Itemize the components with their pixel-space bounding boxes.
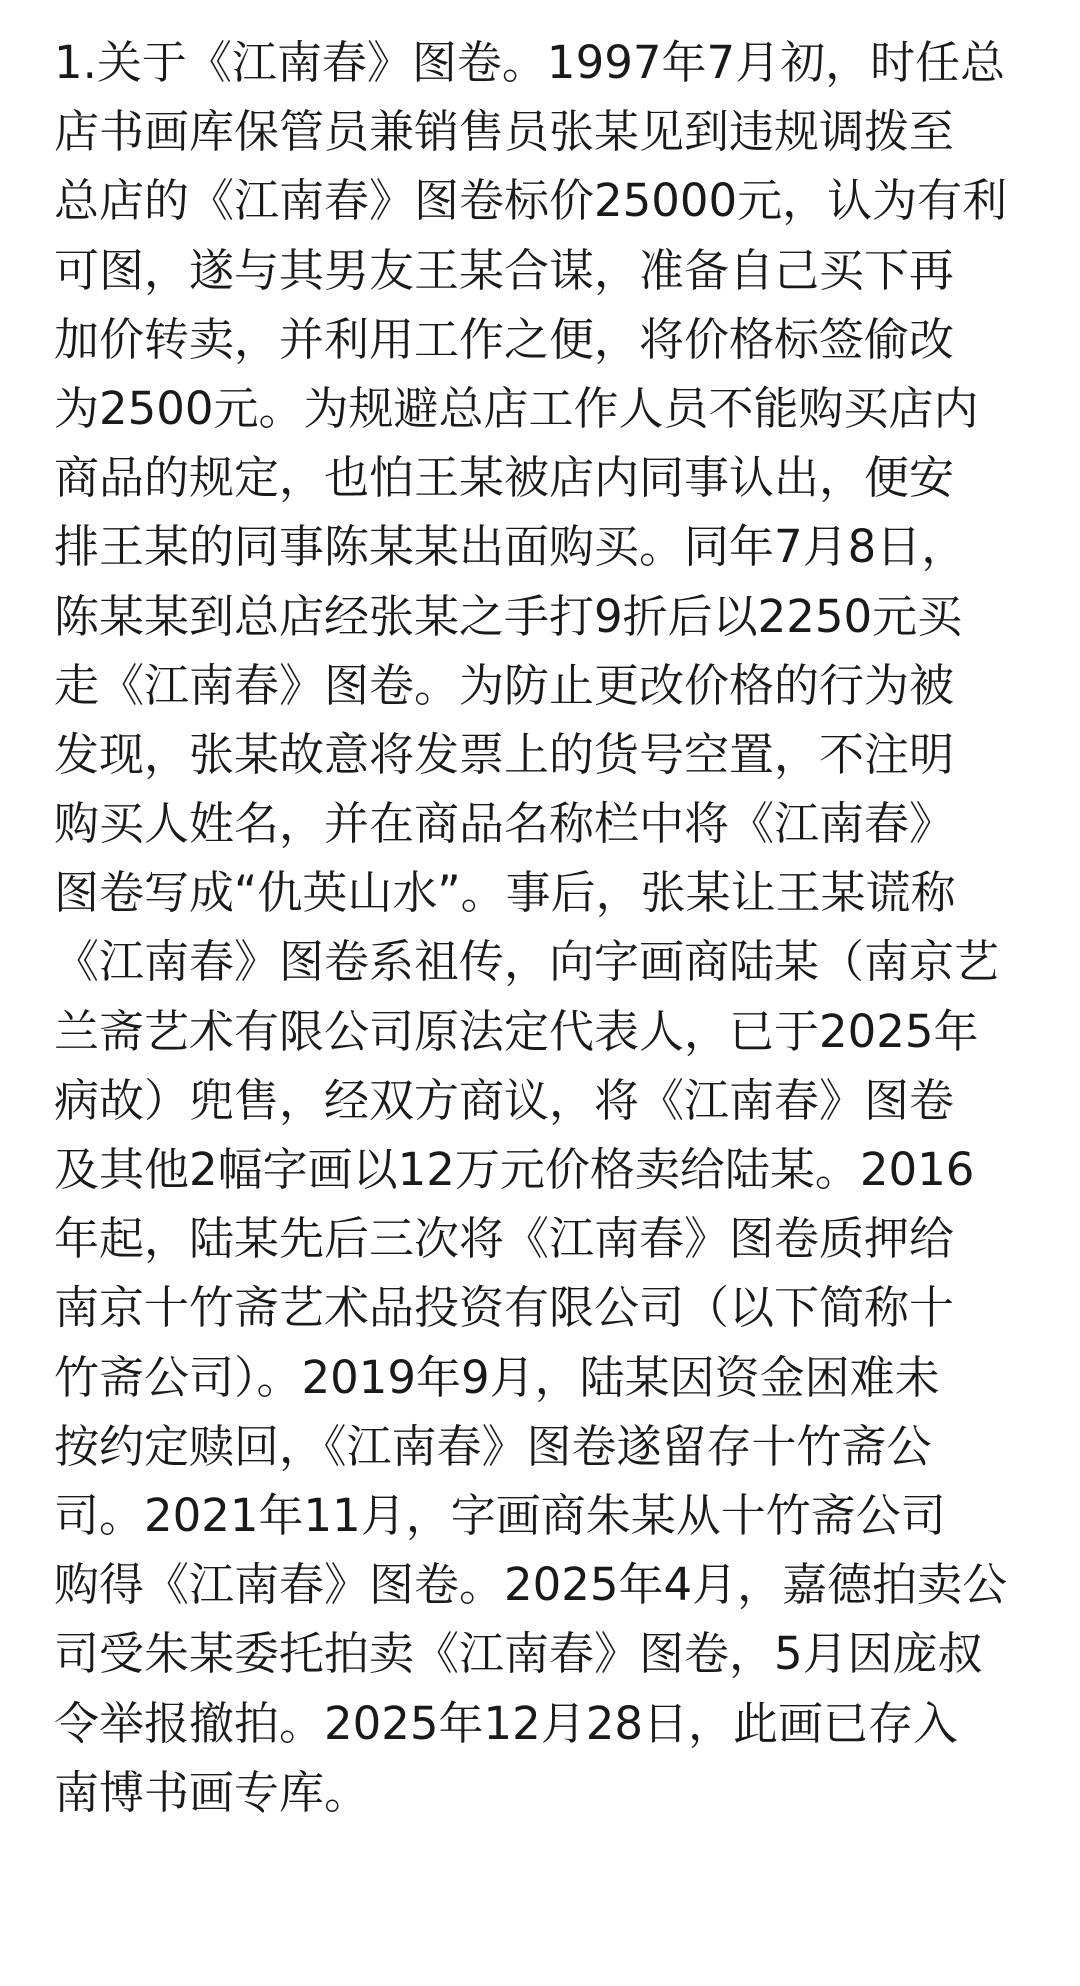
text-line: 司。2021年11月，字画商朱某从十竹斋公司 [54,1488,946,1542]
text-line: 及其他2幅字画以12万元价格卖给陆某。2016 [54,1143,975,1196]
text-line: 总店的《江南春》图卷标价25000元，认为有利 [54,174,1008,228]
text-line: 陈某某到总店经张某之手打9折后以2250元买 [54,589,963,643]
text-line: 图卷写成“仇英山水”。事后，张某让王某谎称 [54,866,956,920]
text-line: 令举报撤拍。2025年12月28日，此画已存入 [54,1696,959,1750]
text-line: 购买人姓名，并在商品名称栏中将《江南春》 [54,797,955,851]
text-line: 购得《江南春》图卷。2025年4月，嘉德拍卖公 [54,1558,1008,1612]
text-line: 1.关于《江南春》图卷。1997年7月初，时任总 [54,36,1006,89]
text-line: 加价转卖，并利用工作之便，将价格标签偷改 [54,312,955,366]
text-line: 南京十竹斋艺术品投资有限公司（以下简称十 [54,1281,955,1335]
text-line: 兰斋艺术有限公司原法定代表人，已于2025年 [54,1004,979,1058]
text-line: 《江南春》图卷系祖传，向字画商陆某（南京艺 [54,935,1000,989]
text-line: 为2500元。为规避总店工作人员不能购买店内 [54,381,979,435]
text-line: 年起，陆某先后三次将《江南春》图卷质押给 [54,1212,955,1266]
text-line: 按约定赎回，《江南春》图卷遂留存十竹斋公 [54,1419,932,1473]
text-line: 发现，张某故意将发票上的货号空置，不注明 [54,727,955,781]
text-line: 走《江南春》图卷。为防止更改价格的行为被 [54,658,955,712]
text-line: 店书画库保管员兼销售员张某见到违规调拨至 [54,105,955,159]
text-line: 南博书画专库。 [54,1765,370,1819]
article-body [54,28,1054,1827]
text-line: 竹斋公司）。2019年9月，陆某因资金困难未 [54,1350,940,1404]
text-line: 排王某的同事陈某某出面购买。同年7月8日， [54,520,967,574]
text-line: 司受朱某委托拍卖《江南春》图卷，5月因庞叔 [54,1627,983,1681]
text-line: 商品的规定，也怕王某被店内同事认出，便安 [54,451,955,505]
text-line: 可图，遂与其男友王某合谋，准备自己买下再 [54,243,955,297]
text-line: 病故）兜售，经双方商议，将《江南春》图卷 [54,1073,955,1127]
